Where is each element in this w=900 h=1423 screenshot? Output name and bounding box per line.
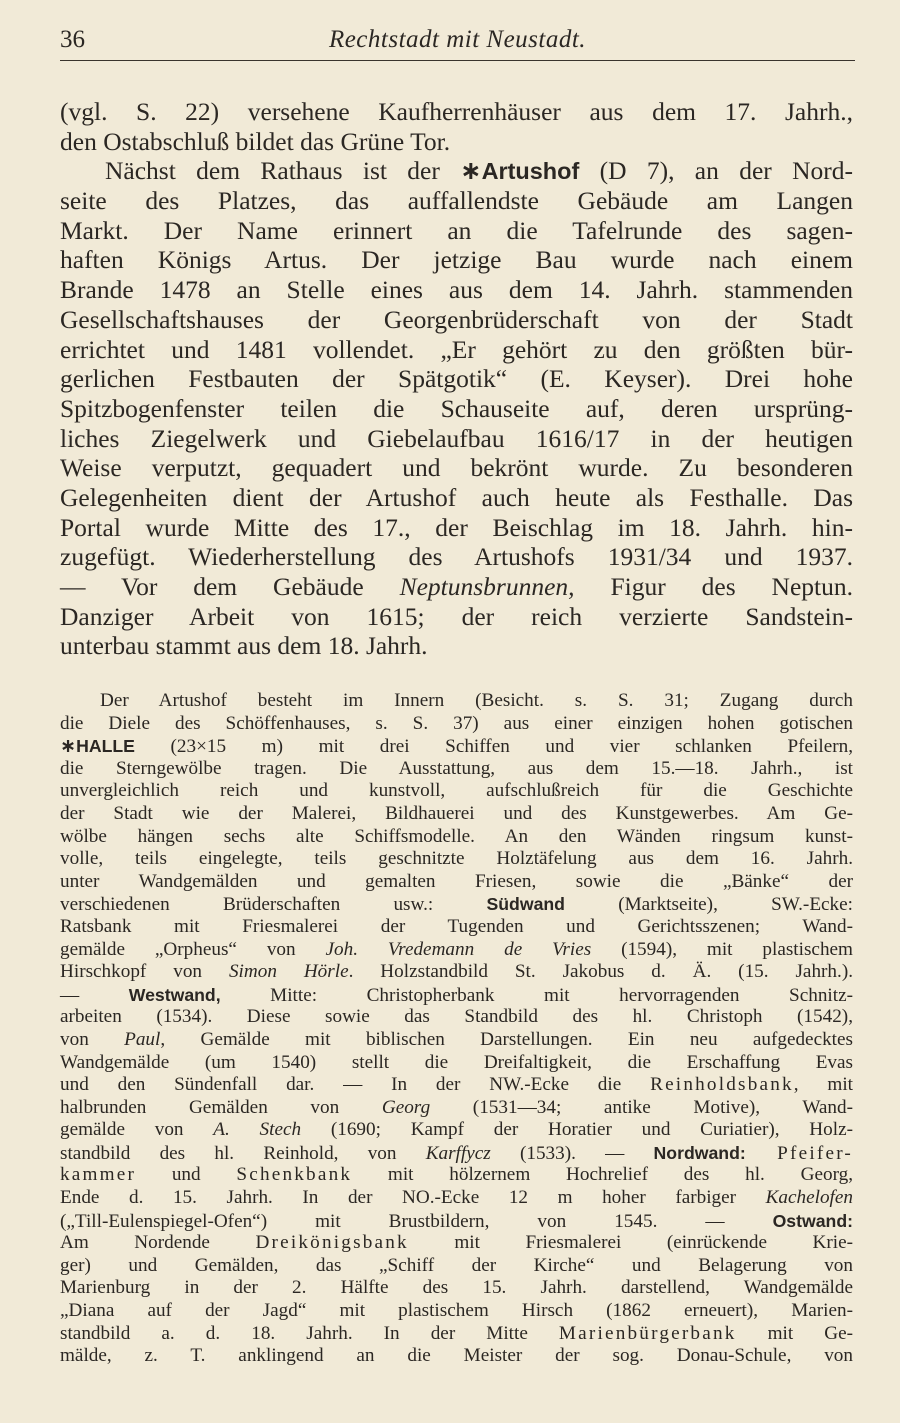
- text-line: Portal wurde Mitte des 17., der Beischlag im 18. Jahrh. hin-: [60, 512, 853, 542]
- page-number: 36: [60, 26, 85, 53]
- text-line: Hirschkopf von Simon Hörle. Holzstandbild St. Jakobus d. Ä. (15. Jahrh.).: [60, 961, 854, 983]
- text-line: unter Wandgemälden und gemalten Friesen, sowie die „Bänke“ der: [60, 870, 853, 892]
- text-line: Weise verputzt, gequadert und bekrönt wurde. Zu besonderen: [60, 453, 853, 483]
- italic-term: Georg: [381, 1096, 431, 1118]
- spaced-term: Schenkbank: [236, 1164, 353, 1186]
- spaced-term: Reinholdsbank: [650, 1074, 794, 1096]
- italic-term: Karffycz: [425, 1142, 491, 1164]
- highlight-term: Artushof: [481, 158, 580, 185]
- text-line: zugefügt. Wiederherstellung des Artushofs 1931/34 und 1937.: [60, 542, 853, 572]
- text-line: wölbe hängen sechs alte Schiffsmodelle. An den Wänden ringsum kunst-: [60, 825, 853, 847]
- spaced-term: Dreikönigsbank: [255, 1232, 409, 1254]
- highlight-term: Ostwand:: [772, 1210, 853, 1231]
- text-line: mälde, z. T. anklingend an die Meister der sog. Donau-Schule, von: [60, 1345, 853, 1367]
- italic-term: Joh. Vredemann de Vries: [325, 938, 592, 960]
- text-line: kammer und Schenkbank mit hölzernem Hochrelief des hl. Georg,: [60, 1164, 854, 1186]
- italic-term: Neptunsbrunnen,: [399, 572, 575, 601]
- text-line: den Ostabschluß bildet das Grüne Tor.: [60, 126, 451, 156]
- text-line: Danziger Arbeit von 1615; der reich verzierte Sandstein-: [60, 601, 853, 631]
- text-line: die Diele des Schöffenhauses, s. S. 37) aus einer einzigen hohen gotischen: [60, 712, 853, 734]
- italic-term: A. Stech: [213, 1119, 302, 1141]
- spaced-term: Marienbürgerbank: [558, 1322, 737, 1344]
- text-line: Ende d. 15. Jahrh. In der NO.-Ecke 12 m hoher farbiger Kachelofen: [60, 1187, 853, 1209]
- text-line: der Stadt wie der Malerei, Bildhauerei und des Kunstgewerbes. Am Ge-: [60, 802, 853, 824]
- star-icon: ∗: [60, 734, 77, 758]
- italic-term: Kachelofen: [765, 1187, 853, 1209]
- text-line: errichtet und 1481 vollendet. „Er gehört zu den größten bür-: [60, 334, 853, 364]
- highlight-term: Südwand: [486, 894, 565, 915]
- text-line: Nächst dem Rathaus ist der ∗Artushof (D 7), an der Nord-: [105, 156, 853, 187]
- text-line: Marienburg in der 2. Hälfte des 15. Jahrh. darstellend, Wandgemälde: [60, 1277, 853, 1299]
- star-icon: ∗: [460, 156, 482, 187]
- italic-term: Paul: [124, 1028, 161, 1050]
- text-line: halbrunden Gemälden von Georg (1531—34; antike Motive), Wand-: [60, 1096, 853, 1118]
- text-line: Am Nordende Dreikönigsbank mit Friesmalerei (einrückende Krie-: [60, 1232, 853, 1254]
- text-line: Spitzbogenfenster teilen die Schauseite auf, deren ursprüng-: [60, 393, 853, 423]
- highlight-term: Nordwand:: [653, 1142, 746, 1163]
- text-line: Markt. Der Name erinnert an die Tafelrunde des sagen-: [60, 215, 853, 245]
- text-line: liches Ziegelwerk und Giebelaufbau 1616/17 in der heutigen: [60, 423, 853, 453]
- text-line: (vgl. S. 22) versehene Kaufherrenhäuser aus dem 17. Jahrh.,: [60, 97, 853, 126]
- text-line: verschiedenen Brüderschaften usw.: Südwand (Marktseite), SW.-Ecke:: [60, 894, 853, 916]
- text-line: standbild a. d. 18. Jahrh. In der Mitte Marienbürgerbank mit Ge-: [60, 1322, 853, 1344]
- text-line: Ratsbank mit Friesmalerei der Tugenden und Gerichtsszenen; Wand-: [60, 915, 853, 937]
- text-line: unvergleichlich reich und kunstvoll, aufschlußreich für die Geschichte: [60, 780, 853, 802]
- text-line: Gesellschaftshauses der Georgenbrüderschaft von der Stadt: [60, 304, 853, 334]
- text-line: Brande 1478 an Stelle eines aus dem 14. Jahrh. stammenden: [60, 275, 853, 305]
- text-line: — Westwand, Mitte: Christopherbank mit hervorragenden Schnitz-: [60, 984, 853, 1006]
- text-line: Gelegenheiten dient der Artushof auch heute als Festhalle. Das: [60, 482, 853, 512]
- text-line: „Diana auf der Jagd“ mit plastischem Hirsch (1862 erneuert), Marien-: [60, 1300, 853, 1322]
- italic-term: Simon Hörle: [228, 961, 349, 983]
- text-line: seite des Platzes, das auffallendste Gebäude am Langen: [60, 186, 853, 216]
- text-line: gerlichen Festbauten der Spätgotik“ (E. Keyser). Drei hohe: [60, 364, 853, 394]
- highlight-term: HALLE: [76, 736, 135, 757]
- text-line: haften Königs Artus. Der jetzige Bau wurde nach einem: [60, 245, 853, 275]
- text-line: Der Artushof besteht im Innern (Besicht. s. S. 31; Zugang durch: [100, 690, 853, 711]
- spaced-term: kammer: [60, 1164, 137, 1186]
- text-line: ger) und Gemälden, das „Schiff der Kirche“ und Belagerung von: [60, 1254, 853, 1276]
- text-line: standbild des hl. Reinhold, von Karffycz (1533). — Nordwand: Pfeifer-: [60, 1142, 853, 1164]
- text-line: volle, teils eingelegte, teils geschnitzte Holztäfelung aus dem 16. Jahrh.: [60, 848, 853, 870]
- text-line: und den Sündenfall dar. — In der NW.-Ecke die Reinholdsbank, mit: [60, 1074, 853, 1096]
- text-line: — Vor dem Gebäude Neptunsbrunnen, Figur des Neptun.: [60, 572, 853, 601]
- text-line: die Sterngewölbe tragen. Die Ausstattung, aus dem 15.—18. Jahrh., ist: [60, 757, 853, 779]
- text-line: ∗HALLE (23×15 m) mit drei Schiffen und vier schlanken Pfeilern,: [60, 734, 853, 758]
- text-line: von Paul, Gemälde mit biblischen Darstellungen. Ein neu aufgedecktes: [60, 1028, 853, 1050]
- running-title: Rechtstadt mit Neustadt.: [328, 26, 587, 53]
- text-line: unterbau stammt aus dem 18. Jahrh.: [60, 631, 428, 661]
- text-line: Wandgemälde (um 1540) stellt die Dreifaltigkeit, die Erschaffung Evas: [60, 1051, 853, 1073]
- text-line: („Till-Eulenspiegel-Ofen“) mit Brustbildern, von 1545. — Ostwand:: [60, 1210, 853, 1232]
- text-line: gemälde von A. Stech (1690; Kampf der Horatier und Curiatier), Holz-: [60, 1119, 853, 1141]
- small-print-section: [60, 690, 853, 1368]
- text-line: gemälde „Orpheus“ von Joh. Vredemann de Vries (1594), mit plastischem: [60, 938, 853, 960]
- page-header: [60, 26, 855, 61]
- text-line: arbeiten (1534). Diese sowie das Standbild des hl. Christoph (1542),: [60, 1006, 853, 1028]
- highlight-term: Westwand,: [128, 984, 221, 1005]
- main-paragraphs: [60, 97, 853, 661]
